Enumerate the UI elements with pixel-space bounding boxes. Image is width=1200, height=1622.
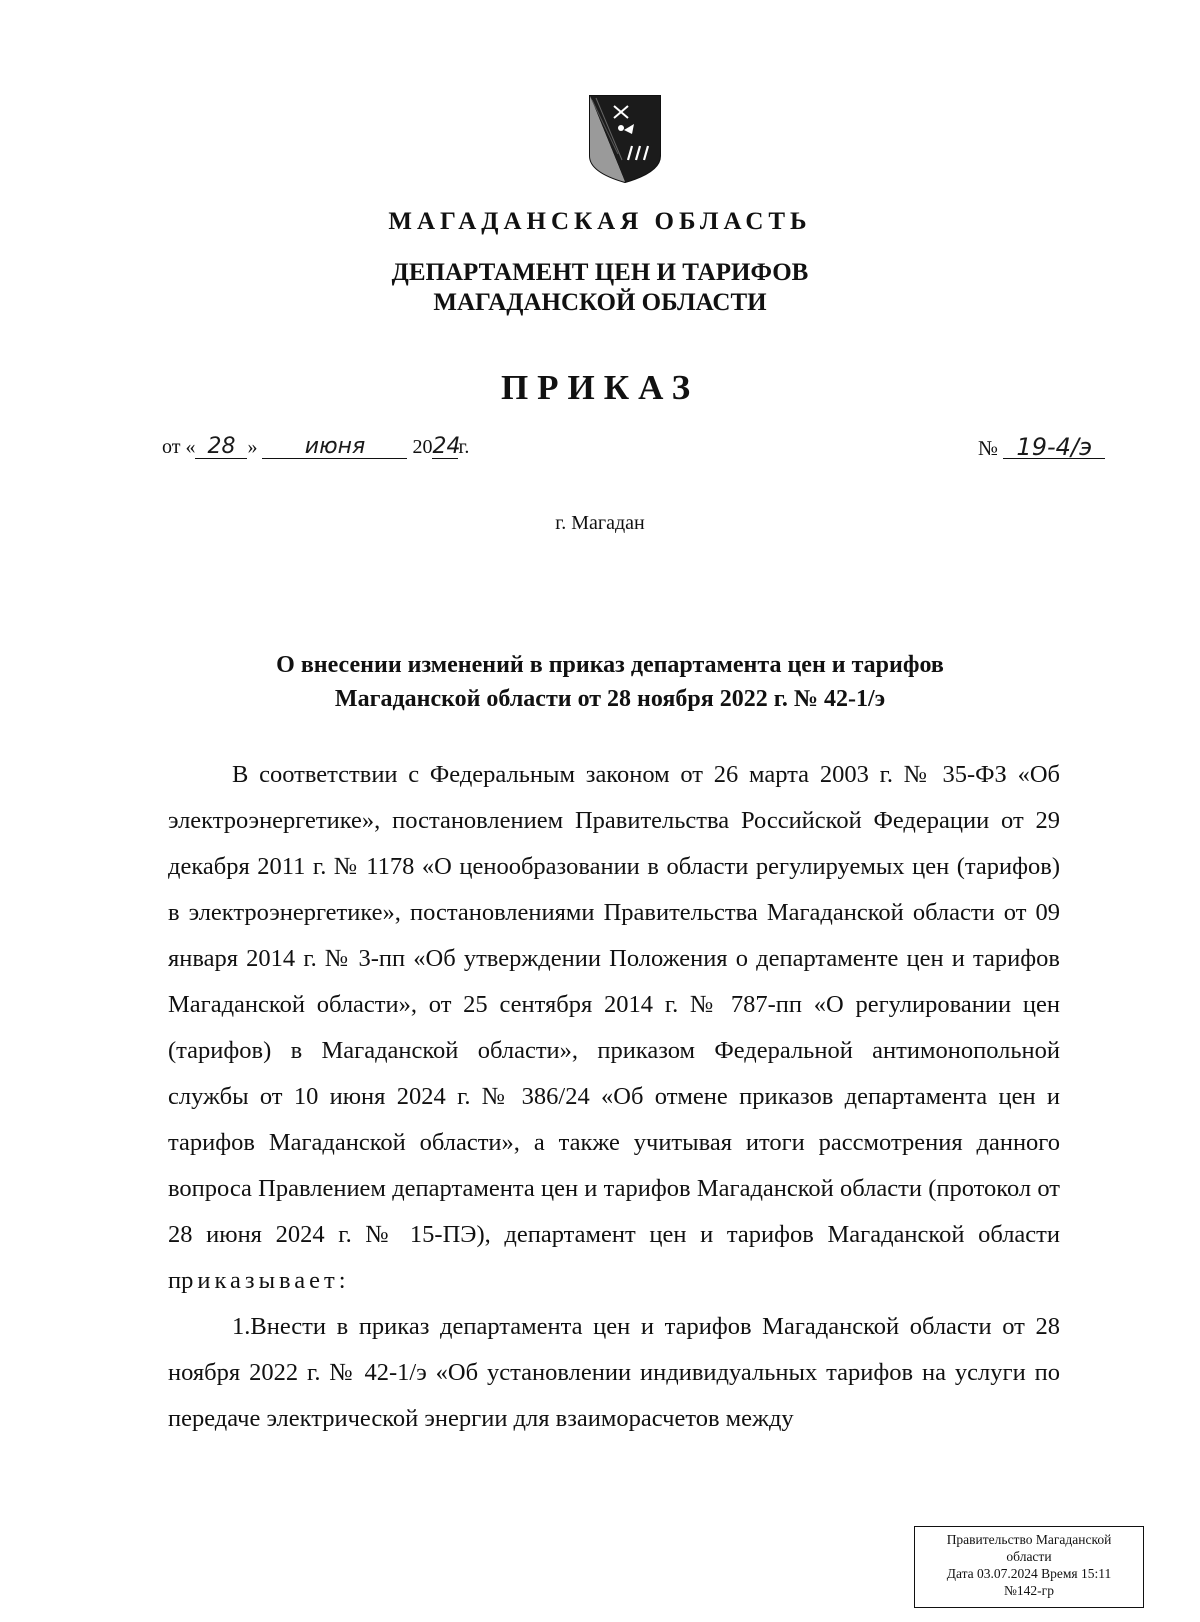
order-number-label: №	[978, 436, 999, 460]
date-line	[162, 436, 469, 459]
stamp-line3: Дата 03.07.2024 Время 15:11	[946, 1566, 1112, 1581]
order-number-handwritten: 19-4/э	[1003, 436, 1105, 459]
subject-line1: О внесении изменений в приказ департамента цен и тарифов	[276, 652, 944, 678]
stamp-line1: Правительство Магаданской	[946, 1532, 1112, 1547]
department-title	[0, 258, 1200, 318]
date-year-handwritten: 24	[432, 434, 461, 459]
date-month-handwritten: июня	[262, 436, 407, 459]
date-mid: »	[247, 436, 258, 458]
coat-of-arms-emblem	[588, 94, 662, 184]
body-paragraph-item-1: 1.Внести в приказ департамента цен и тарифов Магаданской области от 28 ноября 2022 г. № 42-1/э «Об установлении индивидуальных тарифов на услуги по передаче электрической энергии для взаиморасчетов между	[168, 1313, 1060, 1432]
department-title-line2: МАГАДАНСКОЙ ОБЛАСТИ	[433, 289, 767, 316]
stamp-line2: области	[1006, 1549, 1052, 1564]
date-year-prefix: 20	[412, 436, 433, 458]
subject-line2: Магаданской области от 28 ноября 2022 г. № 42-1/э	[334, 686, 886, 712]
document-type-heading: ПРИКАЗ	[500, 368, 700, 407]
preamble-spaced-verb: риказывает:	[181, 1267, 350, 1294]
order-number-line	[978, 433, 1105, 461]
date-day-handwritten: 28	[195, 436, 247, 459]
registration-stamp	[914, 1526, 1144, 1608]
date-prefix: от «	[162, 436, 196, 458]
document-body	[168, 752, 1060, 1442]
preamble-text: В соответствии с Федеральным законом от 26 марта 2003 г. № 35-ФЗ «Об электроэнергетике», постановлением Правительства Российской Федерации от 29 декабря 2011 г. № 1178 «О ценообразовании в области регулируемых цен (тарифов) в электроэнергетике», постановлениями Правительства Магаданской области от 09 января 2014 г. № 3-пп «Об утверждении Положения о департаменте цен и тарифов Магаданской области», от 25 сентября 2014 г. № 787-пп «О регулировании цен (тарифов) в Магаданской области», приказом Федеральной антимонопольной службы от 10 июня 2024 г. № 386/24 «Об отмене приказов департамента цен и тарифов Магаданской области», а также учитывая итоги рассмотрения данного вопроса Правлением департамента цен и тарифов Магаданской области (протокол от 28 июня 2024 г. № 15-ПЭ), департамент цен и тарифов Магаданской области п	[168, 761, 1060, 1294]
date-suffix: г.	[458, 436, 470, 458]
document-subject	[180, 648, 1040, 716]
department-title-line1: ДЕПАРТАМЕНТ ЦЕН И ТАРИФОВ	[391, 259, 809, 286]
region-title: МАГАДАНСКАЯ ОБЛАСТЬ	[388, 208, 812, 235]
stamp-line4: №142-гр	[1004, 1583, 1054, 1598]
city-line: г. Магадан	[555, 512, 645, 534]
body-paragraph-preamble	[168, 752, 1060, 1304]
